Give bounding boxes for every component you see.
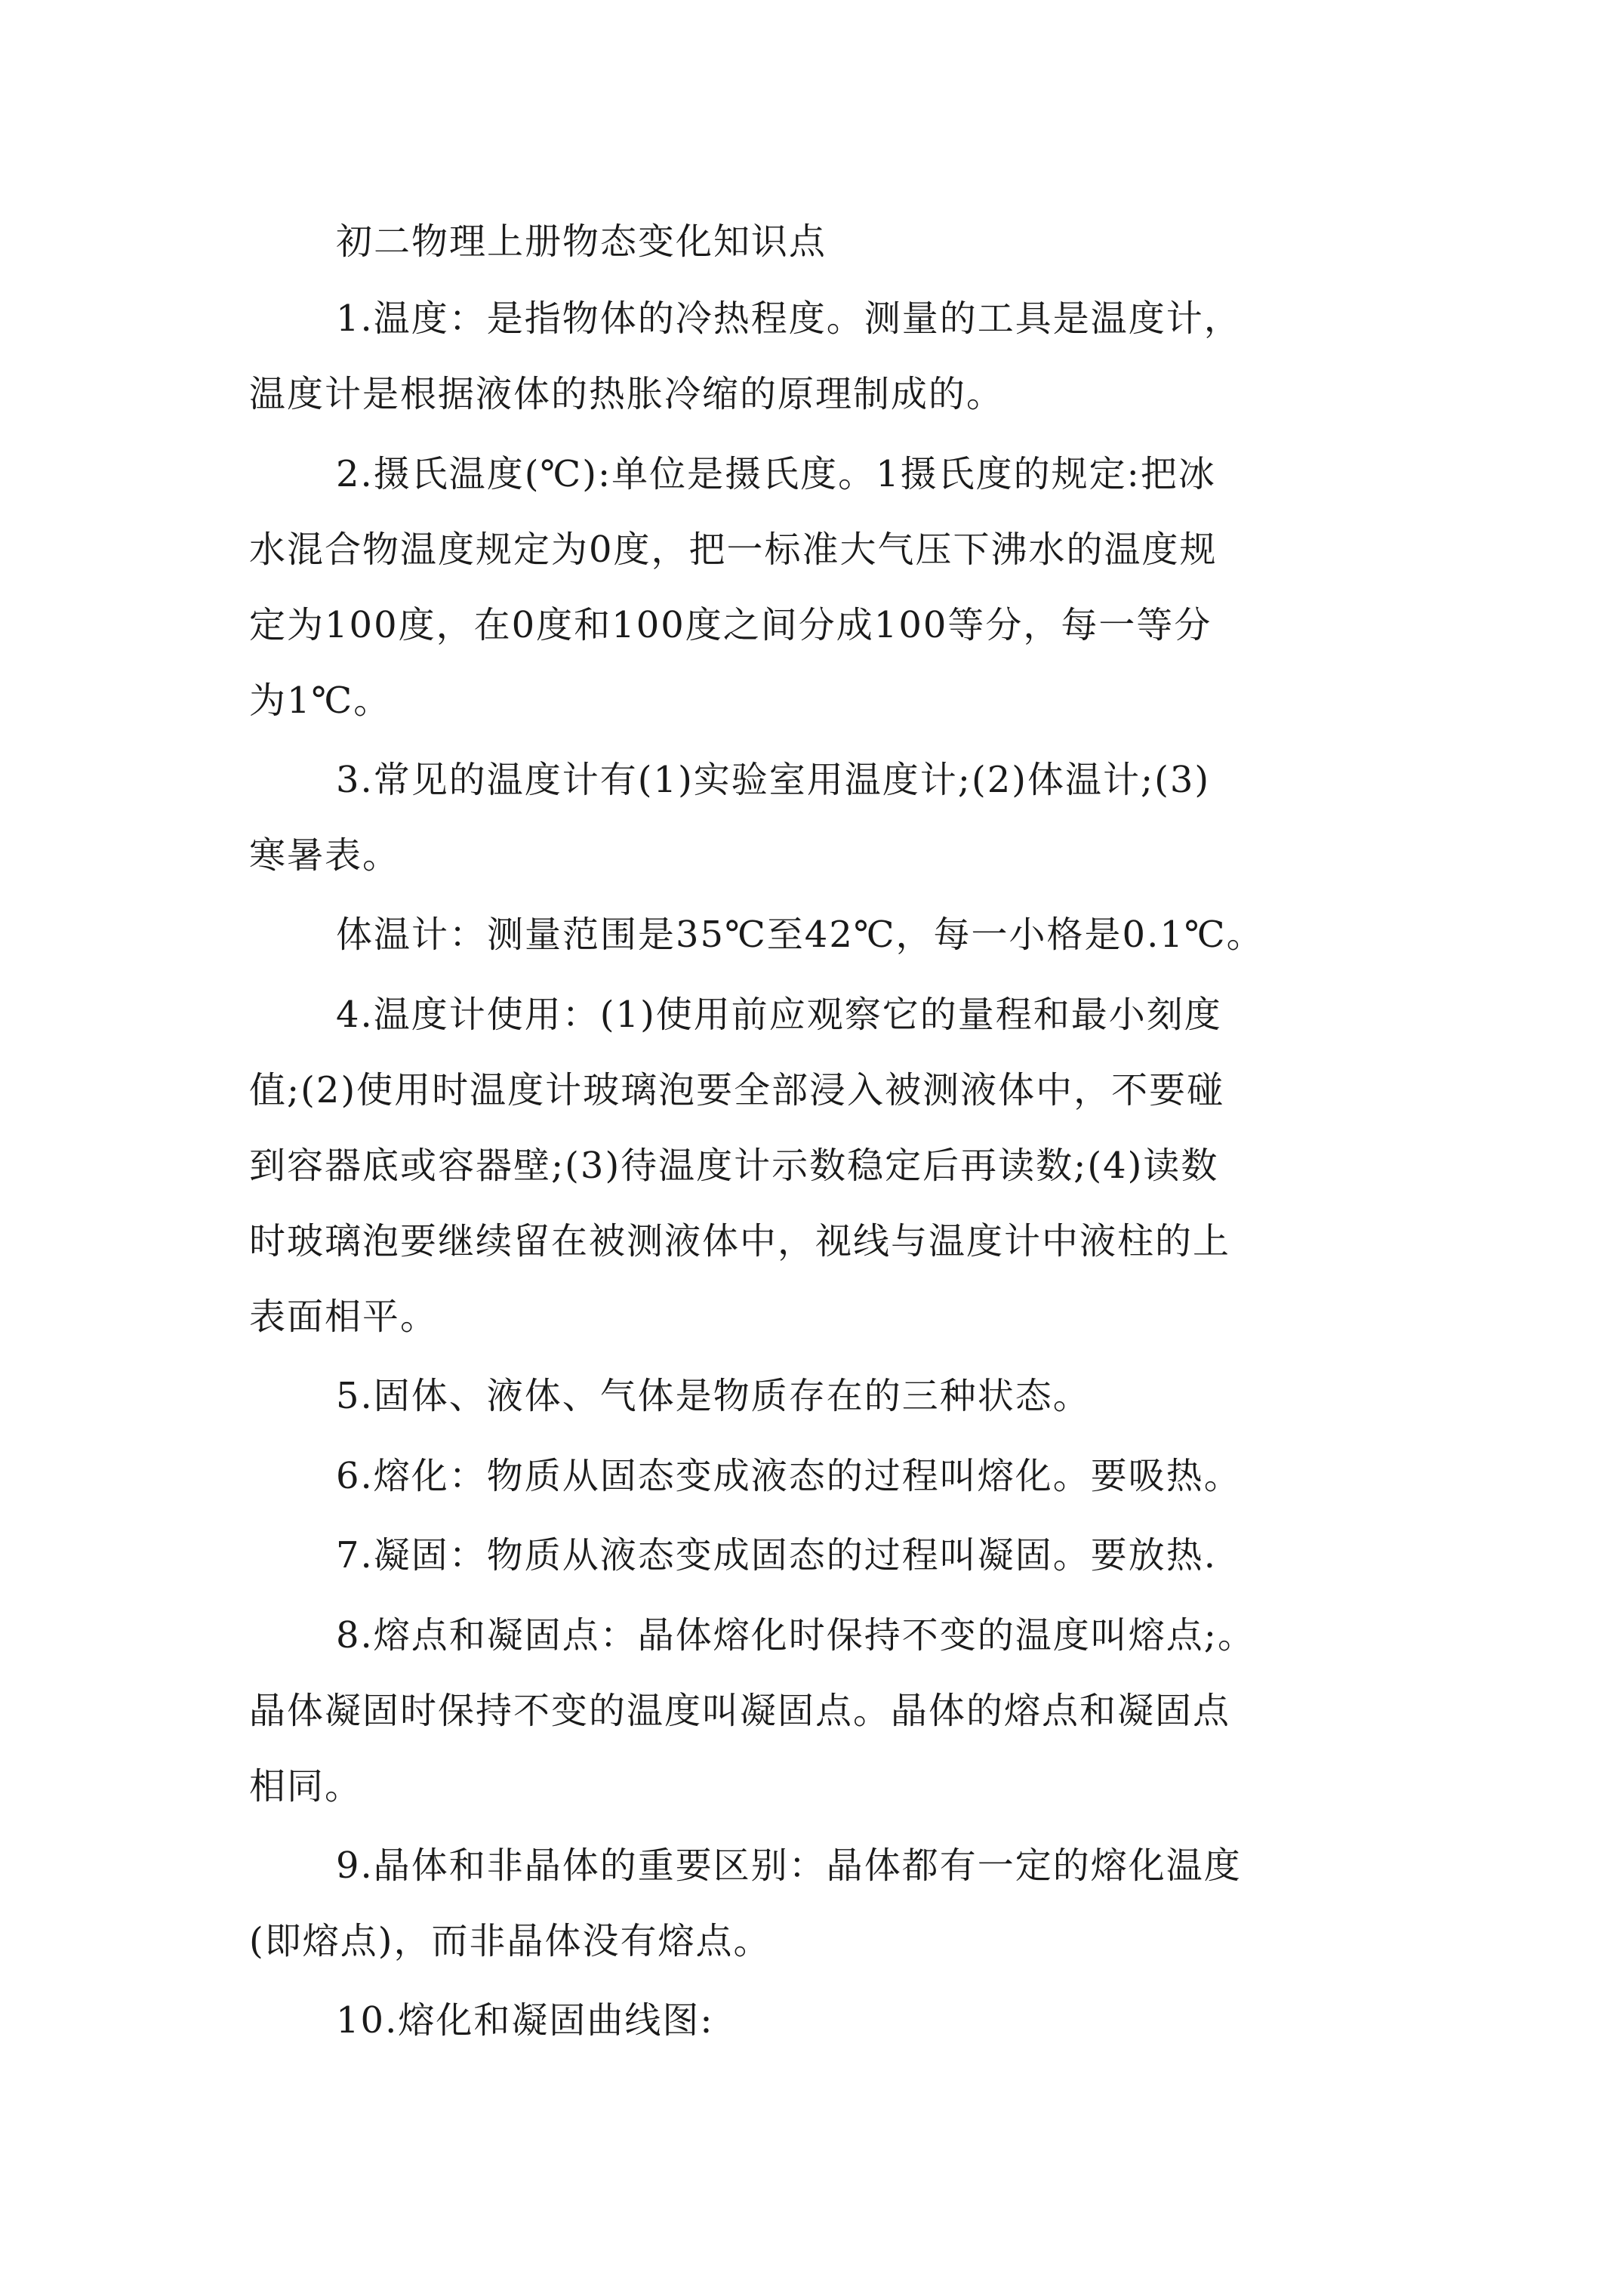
text-line: 时玻璃泡要继续留在被测液体中，视线与温度计中液柱的上 bbox=[249, 1220, 1231, 1262]
text-line: 5.固体、液体、气体是物质存在的三种状态。 bbox=[336, 1375, 1091, 1417]
text-line: 到容器底或容器壁;(3)待温度计示数稳定后再读数;(4)读数 bbox=[249, 1145, 1219, 1187]
document-title: 初二物理上册物态变化知识点 bbox=[336, 220, 827, 263]
text-line: 相同。 bbox=[249, 1765, 363, 1808]
text-line: 表面相平。 bbox=[249, 1296, 439, 1338]
text-line: 6.熔化：物质从固态变成液态的过程叫熔化。要吸热。 bbox=[336, 1455, 1242, 1497]
text-line: 4.温度计使用：(1)使用前应观察它的量程和最小刻度 bbox=[336, 994, 1222, 1036]
text-line: 7.凝固：物质从液态变成固态的过程叫凝固。要放热. bbox=[336, 1534, 1218, 1576]
text-line: 晶体凝固时保持不变的温度叫凝固点。晶体的熔点和凝固点 bbox=[249, 1690, 1231, 1732]
text-line: 体温计：测量范围是35℃至42℃，每一小格是0.1℃。 bbox=[336, 914, 1264, 956]
text-line: 10.熔化和凝固曲线图: bbox=[336, 1999, 714, 2042]
text-line: (即熔点)，而非晶体没有熔点。 bbox=[249, 1920, 771, 1962]
text-line: 为1℃。 bbox=[249, 680, 392, 722]
text-line: 水混合物温度规定为0度，把一标准大气压下沸水的温度规 bbox=[249, 529, 1218, 571]
text-line: 1.温度：是指物体的冷热程度。测量的工具是温度计， bbox=[336, 297, 1242, 340]
text-line: 定为100度，在0度和100度之间分成100等分，每一等分 bbox=[249, 604, 1212, 646]
text-line: 9.晶体和非晶体的重要区别：晶体都有一定的熔化温度 bbox=[336, 1845, 1242, 1887]
text-line: 3.常见的温度计有(1)实验室用温度计;(2)体温计;(3) bbox=[336, 759, 1211, 801]
text-line: 温度计是根据液体的热胀冷缩的原理制成的。 bbox=[249, 373, 1005, 415]
text-line: 寒暑表。 bbox=[249, 834, 401, 877]
text-line: 8.熔点和凝固点：晶体熔化时保持不变的温度叫熔点;。 bbox=[336, 1614, 1255, 1657]
text-line: 2.摄氏温度(℃):单位是摄氏度。1摄氏度的规定:把冰 bbox=[336, 453, 1216, 495]
text-line: 值;(2)使用时温度计玻璃泡要全部浸入被测液体中，不要碰 bbox=[249, 1069, 1225, 1111]
